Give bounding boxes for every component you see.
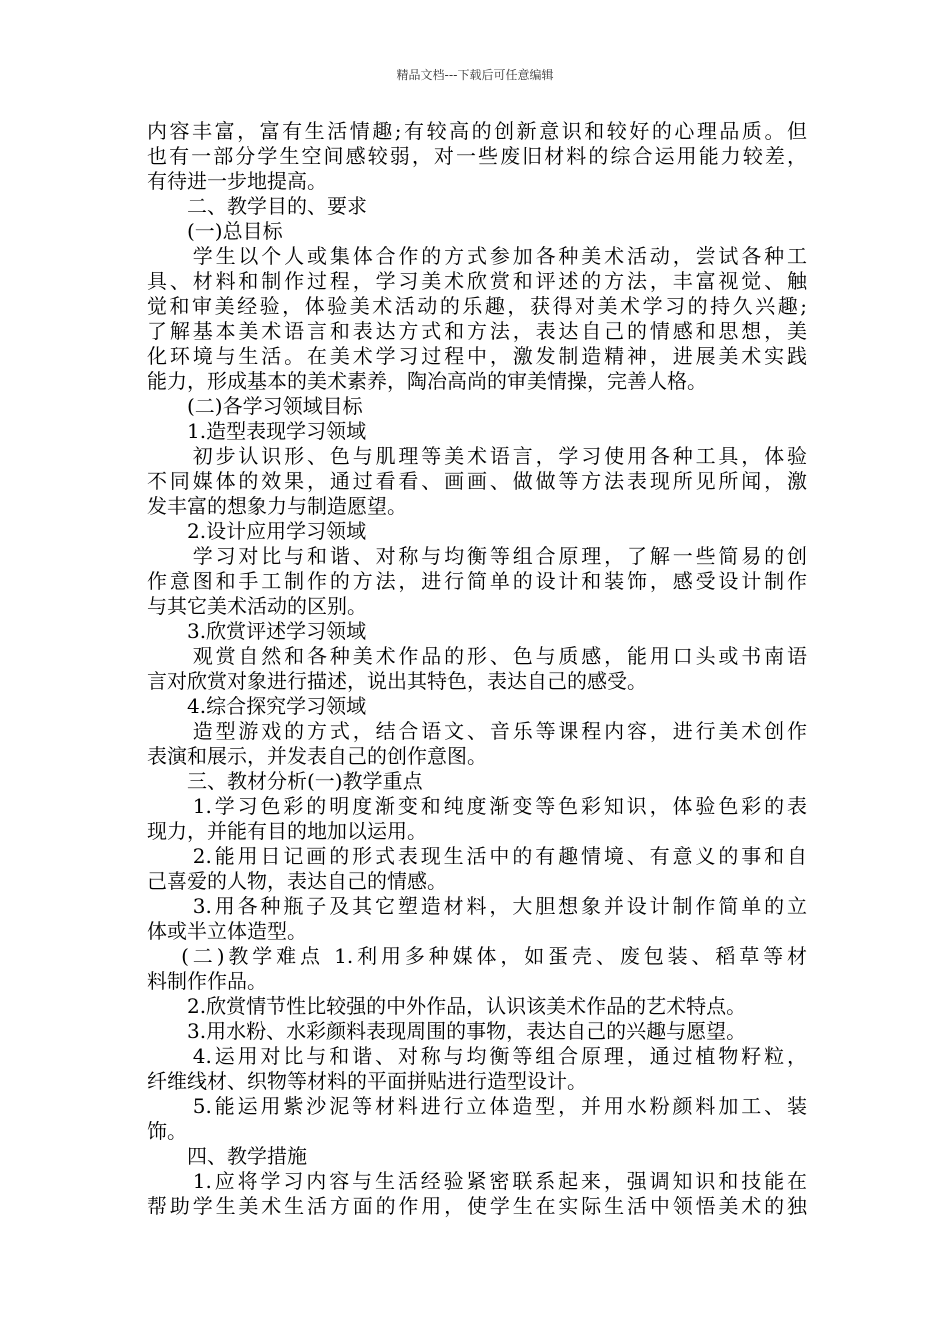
text-line: 不同媒体的效果，通过看看、画画、做做等方法表现所见所闻，激: [147, 469, 807, 493]
text-line: 二、教学目的、要求: [147, 194, 367, 218]
text-line: 5.能运用紫沙泥等材料进行立体造型，并用水粉颜料加工、装: [147, 1094, 807, 1118]
text-line: 造型游戏的方式，结合语文、音乐等课程内容，进行美术创作: [147, 719, 807, 743]
text-line: 初步认识形、色与肌理等美术语言，学习使用各种工具，体验: [147, 444, 807, 468]
text-line: 2.设计应用学习领域: [147, 519, 367, 543]
text-line: (一)总目标: [147, 219, 283, 243]
text-line: 纤维线材、织物等材料的平面拼贴进行造型设计。: [147, 1069, 587, 1093]
text-line: 饰。: [147, 1119, 187, 1143]
text-line: 也有一部分学生空间感较弱，对一些废旧材料的综合运用能力较差，: [147, 144, 807, 168]
text-line: 表演和展示，并发表自己的创作意图。: [147, 744, 487, 768]
text-line: 1.造型表现学习领域: [147, 419, 367, 443]
text-line: 化环境与生活。在美术学习过程中，激发制造精神，进展美术实践: [147, 344, 807, 368]
text-line: 4.运用对比与和谐、对称与均衡等组合原理，通过植物籽粒，: [147, 1044, 807, 1068]
text-line: 观赏自然和各种美术作品的形、色与质感，能用口头或书南语: [147, 644, 807, 668]
text-line: 1.应将学习内容与生活经验紧密联系起来，强调知识和技能在: [147, 1169, 807, 1193]
body-text: [147, 119, 807, 1219]
text-line: 体或半立体造型。: [147, 919, 307, 943]
text-line: 三、教材分析(一)教学重点: [147, 769, 423, 793]
page-header: 精品文档---下载后可任意编辑: [396, 68, 554, 82]
text-line: 内容丰富，富有生活情趣;有较高的创新意识和较好的心理品质。但: [147, 119, 807, 143]
text-line: 觉和审美经验，体验美术活动的乐趣，获得对美术学习的持久兴趣;: [147, 294, 807, 318]
text-line: 2.能用日记画的形式表现生活中的有趣情境、有意义的事和自: [147, 844, 807, 868]
text-line: (二)各学习领域目标: [147, 394, 363, 418]
text-line: 与其它美术活动的区别。: [147, 594, 367, 618]
text-line: 3.欣赏评述学习领域: [147, 619, 367, 643]
text-line: (二)教学难点 1.利用多种媒体，如蛋壳、废包装、稻草等材: [147, 944, 807, 968]
text-line: 具、材料和制作过程，学习美术欣赏和评述的方法，丰富视觉、触: [147, 269, 807, 293]
text-line: 学生以个人或集体合作的方式参加各种美术活动，尝试各种工: [147, 244, 807, 268]
text-line: 3.用各种瓶子及其它塑造材料，大胆想象并设计制作简单的立: [147, 894, 807, 918]
text-line: 现力，并能有目的地加以运用。: [147, 819, 427, 843]
text-line: 料制作作品。: [147, 969, 267, 993]
text-line: 了解基本美术语言和表达方式和方法，表达自己的情感和思想，美: [147, 319, 807, 343]
text-line: 2.欣赏情节性比较强的中外作品，认识该美术作品的艺术特点。: [147, 994, 747, 1018]
text-line: 4.综合探究学习领域: [147, 694, 367, 718]
text-line: 能力，形成基本的美术素养，陶冶高尚的审美情操，完善人格。: [147, 369, 707, 393]
text-line: 言对欣赏对象进行描述，说出其特色，表达自己的感受。: [147, 669, 647, 693]
text-line: 学习对比与和谐、对称与均衡等组合原理，了解一些简易的创: [147, 544, 807, 568]
text-line: 己喜爱的人物，表达自己的情感。: [147, 869, 447, 893]
text-line: 发丰富的想象力与制造愿望。: [147, 494, 407, 518]
text-line: 四、教学措施: [147, 1144, 307, 1168]
text-line: 有待进一步地提高。: [147, 169, 327, 193]
text-line: 作意图和手工制作的方法，进行简单的设计和装饰，感受设计制作: [147, 569, 807, 593]
text-line: 3.用水粉、水彩颜料表现周围的事物，表达自己的兴趣与愿望。: [147, 1019, 747, 1043]
text-line: 帮助学生美术生活方面的作用，使学生在实际生活中领悟美术的独: [147, 1194, 807, 1218]
text-line: 1.学习色彩的明度渐变和纯度渐变等色彩知识，体验色彩的表: [147, 794, 807, 818]
